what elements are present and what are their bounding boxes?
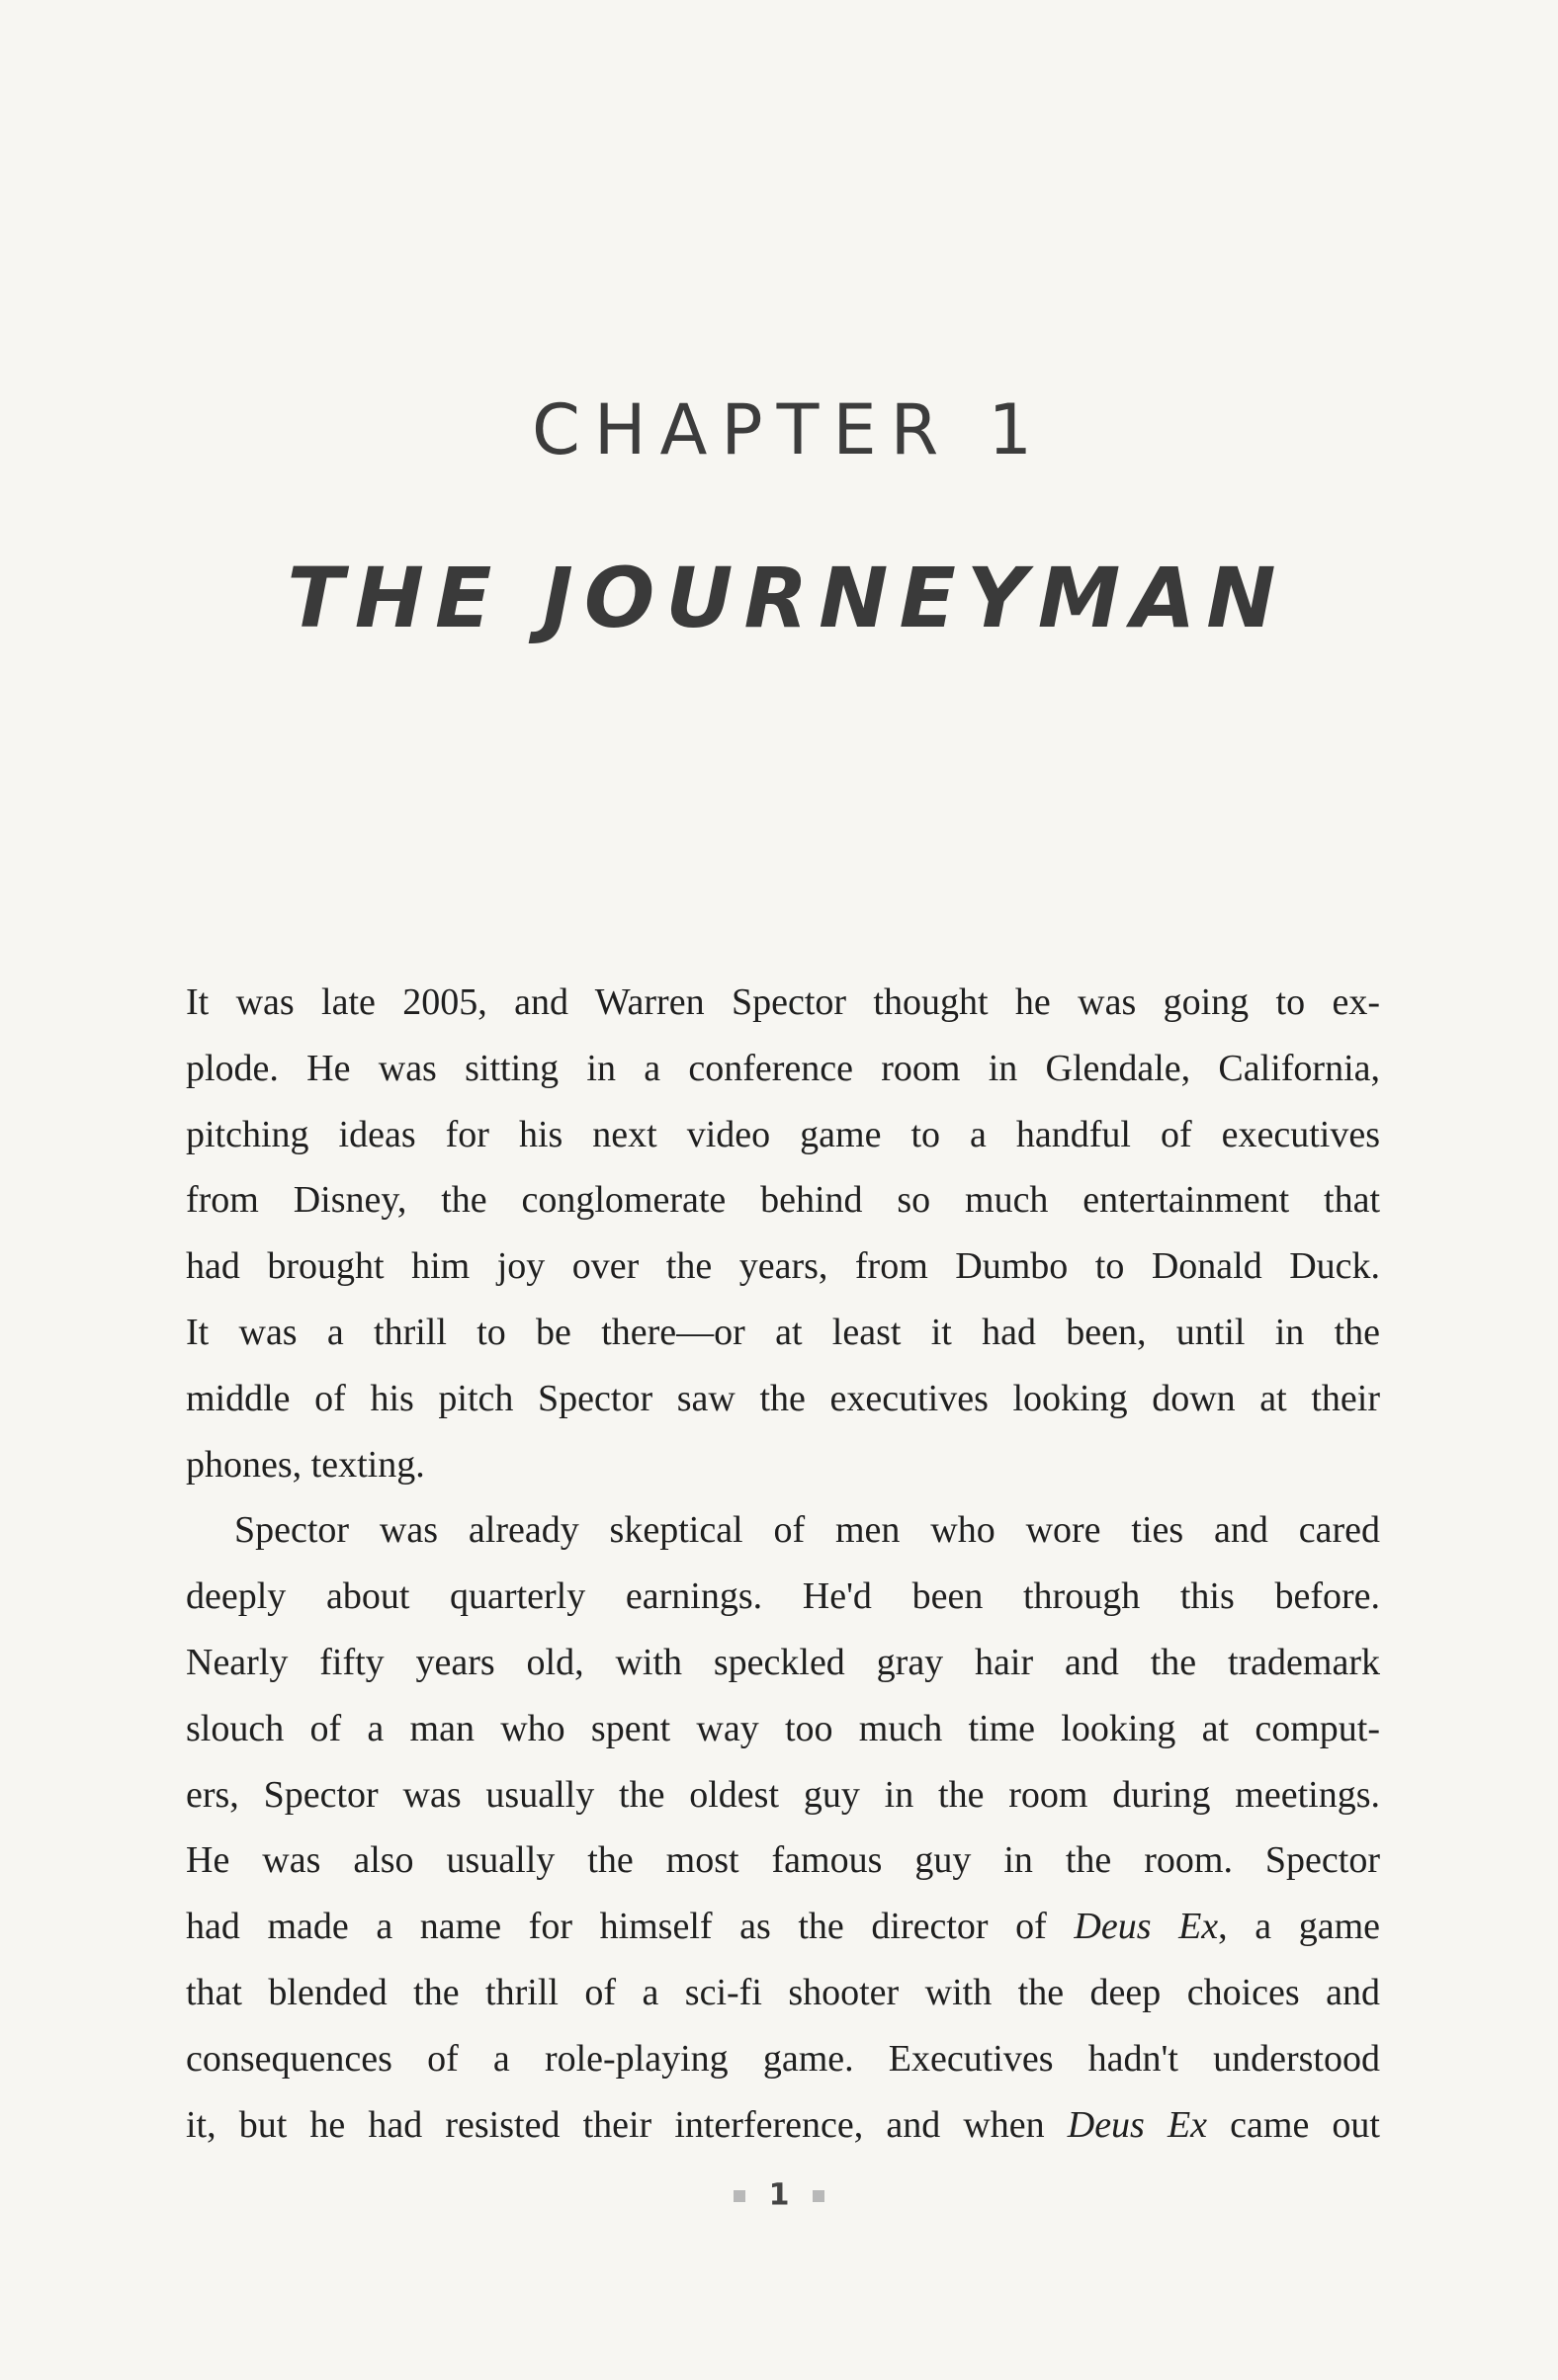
text-line: it, but he had resisted their interference, and when Deus Ex came out <box>186 2103 1380 2146</box>
text-line: slouch of a man who spent way too much time looking at comput- <box>186 1707 1380 1749</box>
chapter-label: CHAPTER 1 <box>531 389 1047 470</box>
chapter-title: THE JOURNEYMAN <box>287 550 1287 646</box>
text-line: He was also usually the most famous guy in the room. Spector <box>186 1839 1380 1882</box>
text-line: had made a name for himself as the director of Deus Ex, a game <box>186 1906 1380 1948</box>
text-line: from Disney, the conglomerate behind so much entertainment that <box>186 1179 1380 1222</box>
text-line: It was a thrill to be there—or at least it had been, until in the <box>186 1311 1380 1353</box>
text-line: phones, texting. <box>186 1443 425 1486</box>
page-number: 1 <box>768 2177 790 2213</box>
text-line: middle of his pitch Spector saw the executives looking down at their <box>186 1377 1380 1419</box>
book-title-italic: Deus Ex <box>1067 2103 1208 2146</box>
text-line: Spector was already skeptical of men who wore ties and cared <box>234 1509 1380 1552</box>
text-line: that blended the thrill of a sci-fi shooter with the deep choices and <box>186 1971 1380 2013</box>
folio-ornament-right <box>813 2190 824 2202</box>
paragraph-1 <box>186 970 1380 1497</box>
text-line: Nearly fifty years old, with speckled gray hair and the trademark <box>186 1641 1380 1683</box>
body-text <box>186 970 1380 2158</box>
text-line: It was late 2005, and Warren Spector thought he was going to ex- <box>186 981 1380 1023</box>
text-line: had brought him joy over the years, from Dumbo to Donald Duck. <box>186 1245 1380 1288</box>
text-line: ers, Spector was usually the oldest guy in the room during meetings. <box>186 1773 1380 1816</box>
text-line: deeply about quarterly earnings. He'd been through this before. <box>186 1575 1380 1618</box>
paragraph-2 <box>186 1497 1380 2158</box>
folio-ornament-left <box>734 2190 745 2202</box>
text-line: plode. He was sitting in a conference room in Glendale, California, <box>186 1047 1380 1089</box>
page-folio <box>0 2177 1558 2213</box>
text-line: pitching ideas for his next video game to a handful of executives <box>186 1113 1380 1155</box>
text-line: consequences of a role-playing game. Executives hadn't understood <box>186 2037 1380 2080</box>
book-title-italic: Deus Ex <box>1074 1906 1219 1948</box>
